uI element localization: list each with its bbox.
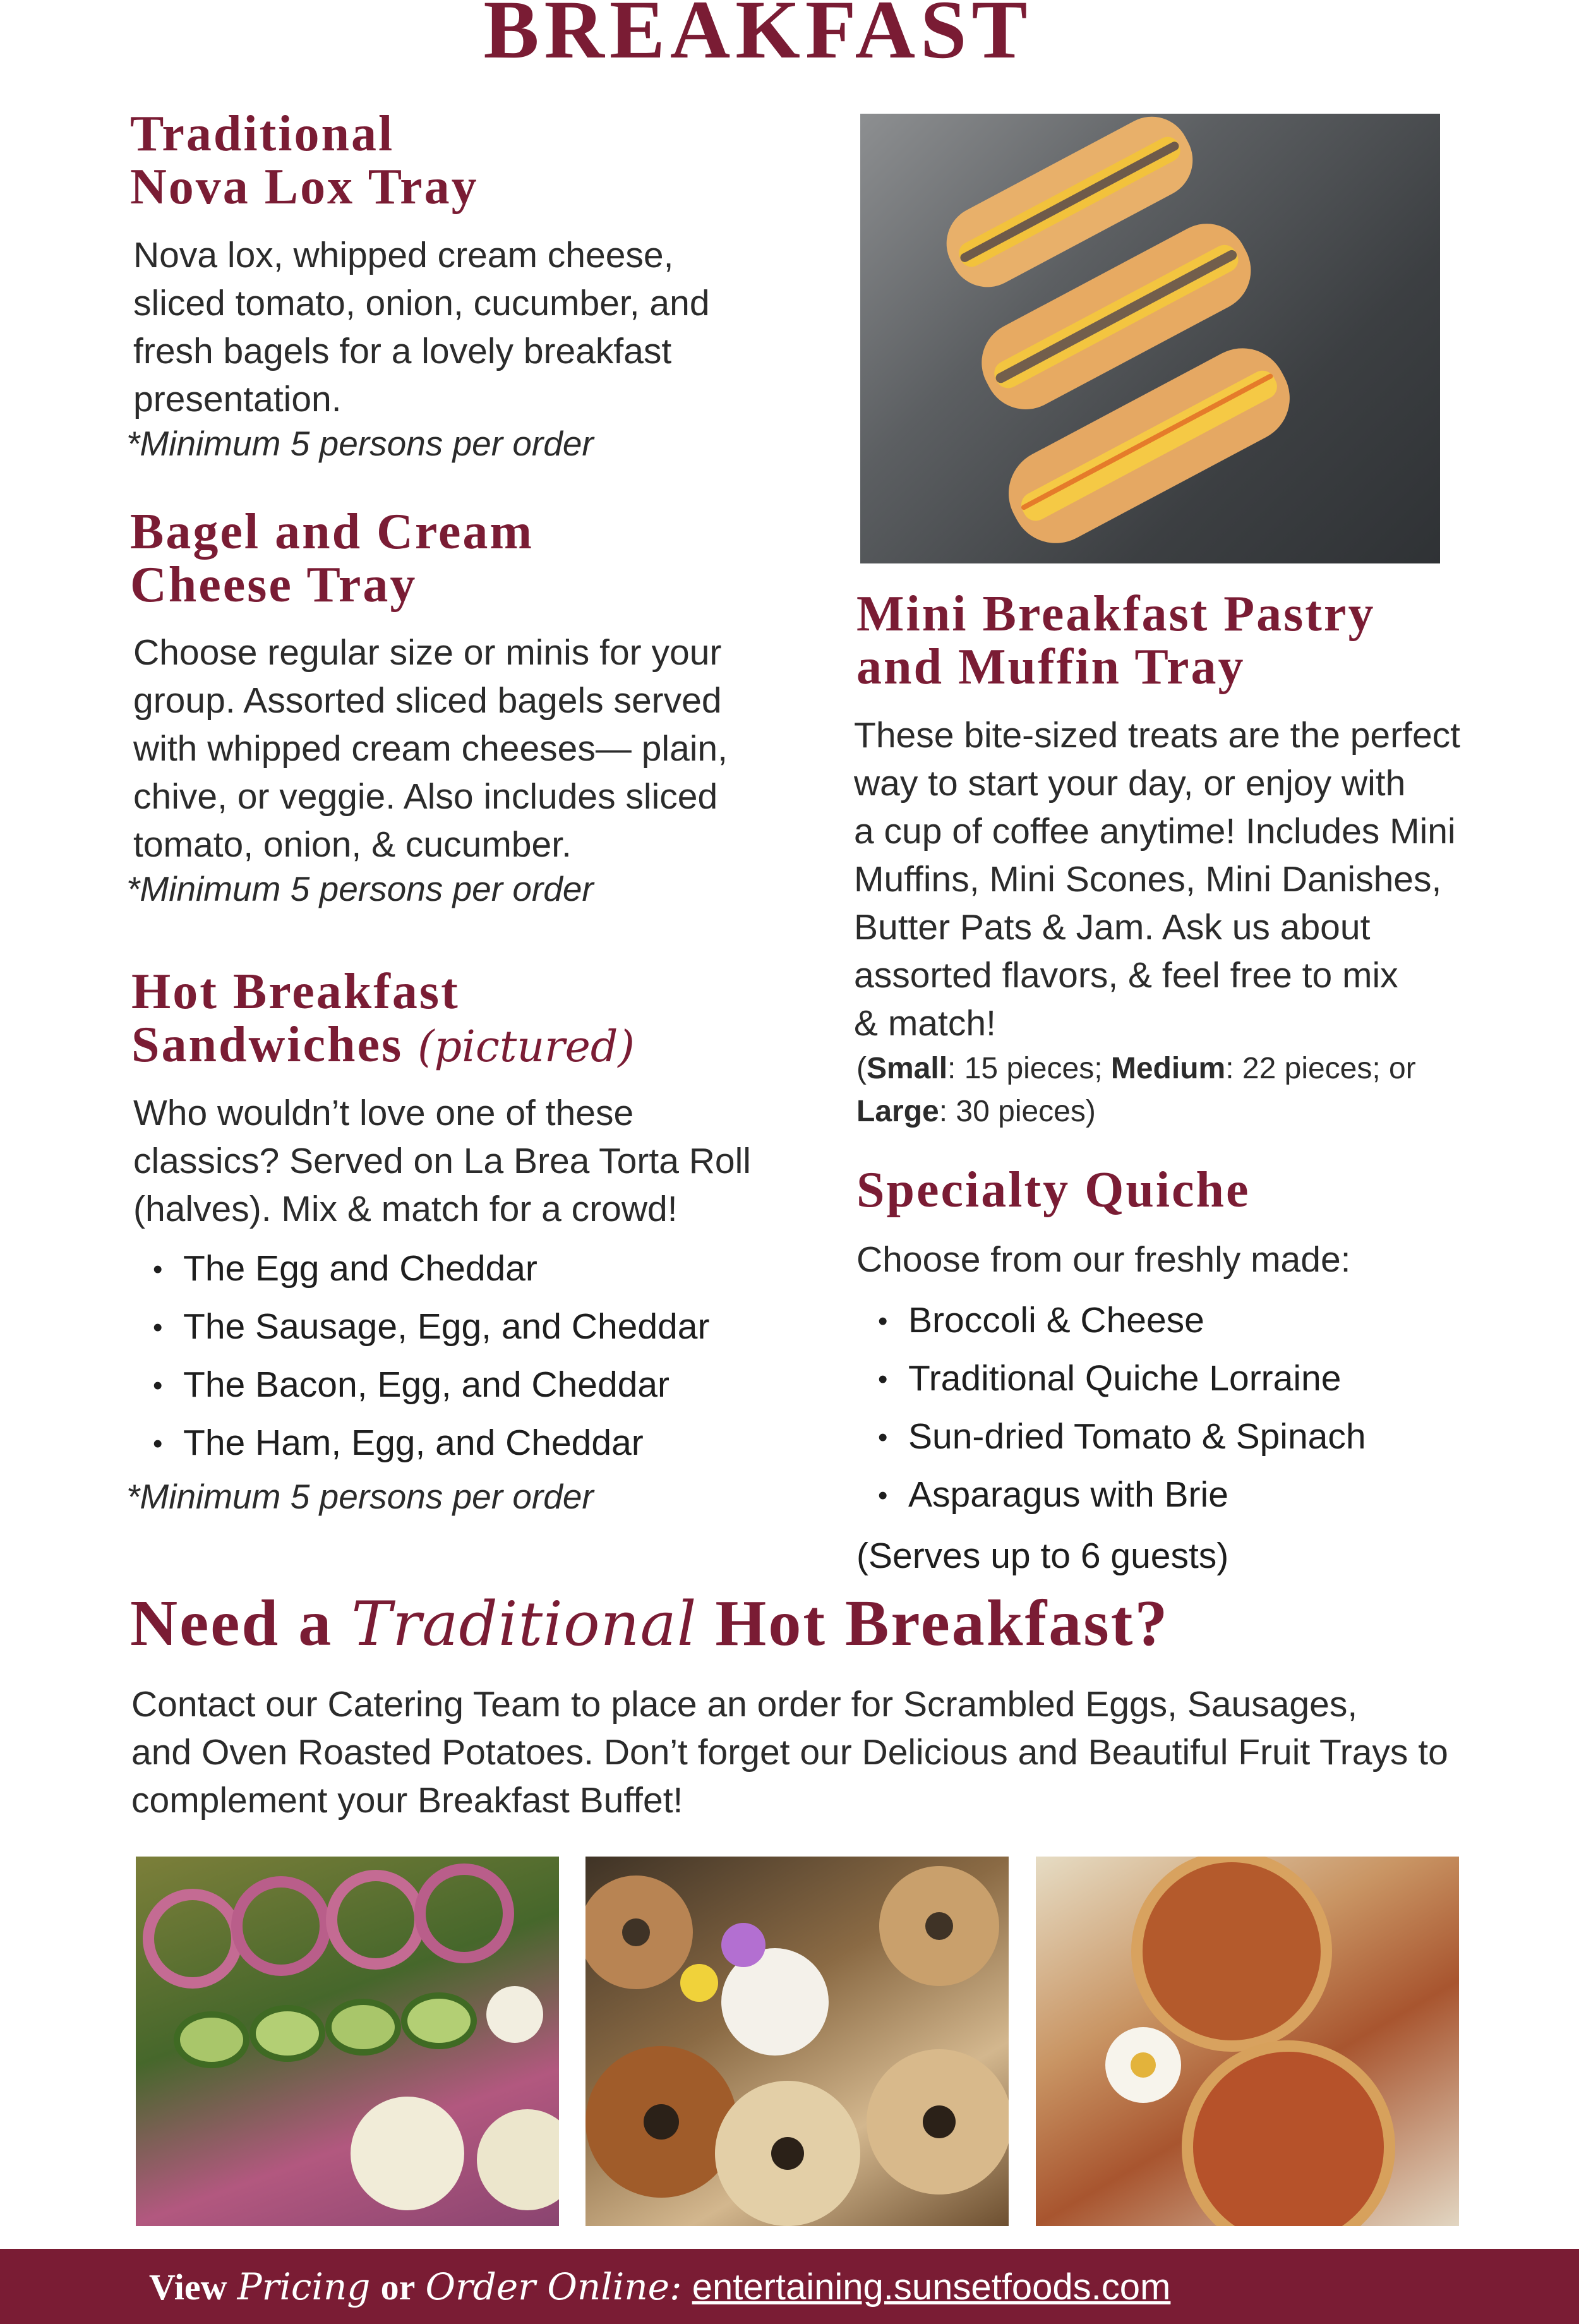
- heading-part-b: Hot Breakfast?: [715, 1587, 1170, 1659]
- nova-line: fresh bagels for a lovely breakfast: [133, 331, 672, 371]
- size-large-label: Large: [856, 1095, 939, 1128]
- bullet-icon: •: [153, 1312, 163, 1343]
- pastry-title-line2: and Muffin Tray: [856, 639, 1246, 695]
- list-item: • The Ham, Egg, and Cheddar: [153, 1414, 709, 1472]
- nova-description: [133, 231, 828, 423]
- bagel-illustration: [585, 1857, 1009, 2226]
- bagel-minimum-note: *Minimum 5 persons per order: [126, 869, 594, 908]
- hot-line: (halves). Mix & match for a crowd!: [133, 1189, 678, 1229]
- list-item: • The Sausage, Egg, and Cheddar: [153, 1298, 709, 1356]
- bagel-line: chive, or veggie. Also includes sliced: [133, 776, 718, 817]
- bagel-line: Choose regular size or minis for your: [133, 632, 722, 673]
- quiche-photo: [1036, 1857, 1459, 2226]
- bullet-icon: •: [878, 1422, 888, 1453]
- quiche-serves: (Serves up to 6 guests): [856, 1536, 1229, 1576]
- vegetable-illustration: [136, 1857, 559, 2226]
- nova-title-line2: Nova Lox Tray: [130, 159, 479, 215]
- nova-title-line1: Traditional: [130, 106, 395, 162]
- pastry-sizes: (Small: 15 pieces; Medium: 22 pieces; or Large: 30 pieces): [856, 1052, 1416, 1128]
- size-small-label: Small: [866, 1052, 948, 1085]
- nova-lox-title: [130, 107, 479, 214]
- bullet-icon: •: [153, 1428, 163, 1459]
- hot-title-line2: Sandwiches: [131, 1017, 404, 1073]
- hot-line: classics? Served on La Brea Torta Roll: [133, 1141, 751, 1181]
- list-item: • Asparagus with Brie: [878, 1466, 1366, 1524]
- quiche-illustration: [1036, 1857, 1459, 2226]
- pastry-line: Butter Pats & Jam. Ask us about: [854, 907, 1371, 948]
- list-item: • The Bacon, Egg, and Cheddar: [153, 1356, 709, 1414]
- quiche-title: Specialty Quiche: [856, 1162, 1251, 1218]
- heading-script-word: Traditional: [351, 1589, 697, 1659]
- nova-line: presentation.: [133, 379, 342, 419]
- hot-breakfast-line: Contact our Catering Team to place an order for Scrambled Eggs, Sausages,: [131, 1684, 1358, 1725]
- pastry-line: a cup of coffee anytime! Includes Mini: [854, 811, 1456, 852]
- hot-line: Who wouldn’t love one of these: [133, 1093, 634, 1133]
- hot-minimum-note: *Minimum 5 persons per order: [126, 1477, 594, 1516]
- pastry-line: assorted flavors, & feel free to mix: [854, 955, 1398, 996]
- pastry-description: [854, 711, 1549, 1047]
- list-item: • Sun-dried Tomato & Spinach: [878, 1408, 1366, 1466]
- nova-minimum-note: *Minimum 5 persons per order: [126, 424, 594, 463]
- footer-order-online: Order Online:: [425, 2265, 682, 2308]
- list-item: • Traditional Quiche Lorraine: [878, 1350, 1366, 1408]
- page-title: BREAKFAST: [483, 0, 1033, 76]
- hot-sandwiches-title: [131, 965, 635, 1074]
- hot-breakfast-line: and Oven Roasted Potatoes. Don’t forget our Delicious and Beautiful Fruit Trays to: [131, 1732, 1448, 1773]
- website-link[interactable]: entertaining.sunsetfoods.com: [692, 2267, 1171, 2308]
- pastry-title-line1: Mini Breakfast Pastry: [856, 586, 1376, 642]
- hot-description: [133, 1089, 828, 1233]
- bagel-description: [133, 629, 828, 869]
- bullet-icon: •: [153, 1370, 163, 1401]
- pastry-line: Muffins, Mini Scones, Mini Danishes,: [854, 859, 1442, 900]
- bullet-icon: •: [878, 1480, 888, 1511]
- footer-view: View: [149, 2267, 227, 2308]
- hot-breakfast-description: [131, 1680, 1521, 1824]
- quiche-intro: Choose from our freshly made:: [856, 1239, 1351, 1280]
- bagel-title-line2: Cheese Tray: [130, 557, 417, 613]
- bagel-line: with whipped cream cheeses— plain,: [133, 728, 728, 769]
- size-medium-label: Medium: [1110, 1052, 1226, 1085]
- footer-pricing: Pricing: [237, 2265, 371, 2308]
- footer-bar: [0, 2249, 1579, 2324]
- pastry-line: & match!: [854, 1003, 996, 1044]
- hot-breakfast-heading: [130, 1586, 1169, 1662]
- breakfast-sandwich-photo: [860, 114, 1440, 563]
- hot-title-line1: Hot Breakfast: [131, 964, 460, 1020]
- pastry-line: These bite-sized treats are the perfect: [854, 715, 1460, 756]
- bagel-line: tomato, onion, & cucumber.: [133, 824, 572, 865]
- bagel-title-line1: Bagel and Cream: [130, 504, 534, 560]
- bagel-platter-photo: [585, 1857, 1009, 2226]
- nova-line: Nova lox, whipped cream cheese,: [133, 235, 674, 275]
- bagel-line: group. Assorted sliced bagels served: [133, 680, 722, 721]
- pastry-tray-title: [856, 587, 1375, 694]
- sandwich-illustration: [860, 114, 1440, 563]
- list-item: • Broccoli & Cheese: [878, 1292, 1366, 1350]
- bagel-tray-title: [130, 505, 534, 611]
- bullet-icon: •: [878, 1306, 888, 1337]
- footer-text: [149, 2261, 1170, 2313]
- pictured-label: (pictured): [417, 1022, 635, 1072]
- nova-line: sliced tomato, onion, cucumber, and: [133, 283, 710, 323]
- hot-breakfast-line: complement your Breakfast Buffet!: [131, 1780, 683, 1821]
- heading-part-a: Need a: [130, 1587, 333, 1659]
- quiche-list: [878, 1292, 1366, 1524]
- bullet-icon: •: [878, 1364, 888, 1395]
- footer-or: or: [380, 2267, 416, 2308]
- pastry-line: way to start your day, or enjoy with: [854, 763, 1406, 804]
- sandwich-list: [153, 1240, 709, 1472]
- bullet-icon: •: [153, 1254, 163, 1285]
- list-item: • The Egg and Cheddar: [153, 1240, 709, 1298]
- vegetable-tray-photo: [136, 1857, 559, 2226]
